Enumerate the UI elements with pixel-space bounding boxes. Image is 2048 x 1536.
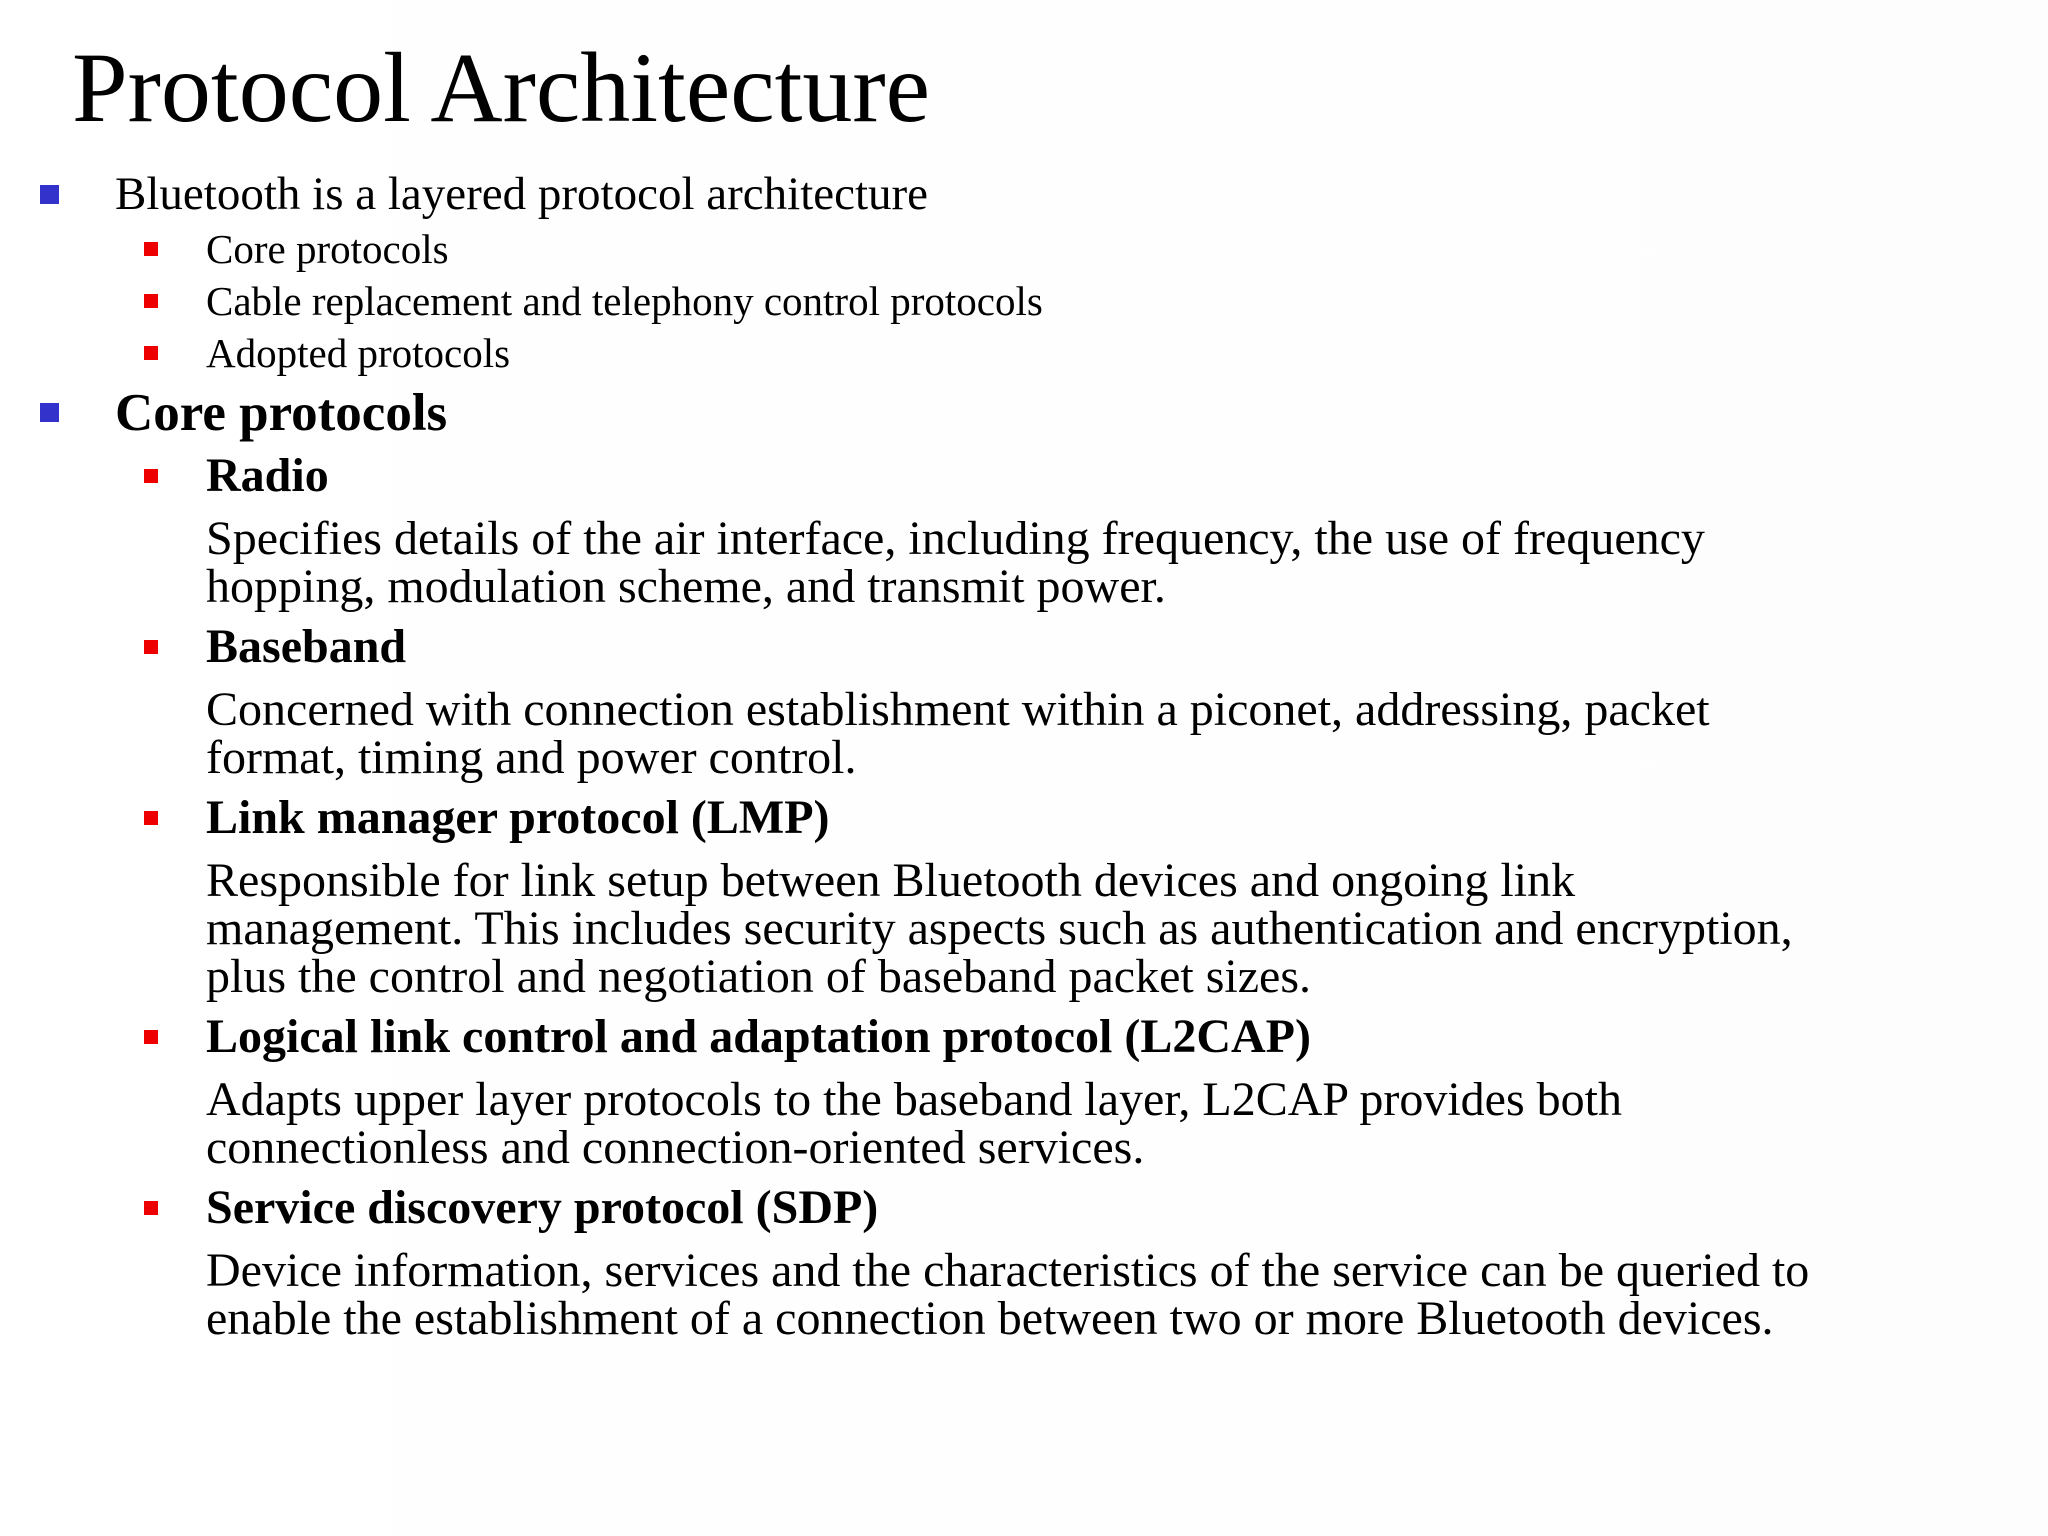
core-heading: Core protocols [115, 384, 448, 442]
core-item-description [206, 1244, 1810, 1345]
red-square-bullet-icon [144, 346, 158, 360]
description-line: Adapts upper layer protocols to the baseband layer, L2CAP provides both [206, 1073, 1622, 1126]
core-item-name: Baseband [206, 620, 407, 673]
description-line: format, timing and power control. [206, 731, 857, 784]
description-line: plus the control and negotiation of baseband packet sizes. [206, 950, 1312, 1003]
core-item-description [206, 512, 1705, 613]
blue-square-bullet-icon [40, 185, 59, 204]
description-line: management. This includes security aspects such as authentication and encryption, [206, 902, 1793, 955]
red-square-bullet-icon [144, 242, 158, 256]
red-square-bullet-icon [144, 1201, 158, 1215]
core-item-name: Link manager protocol (LMP) [206, 791, 830, 844]
description-line: enable the establishment of a connection between two or more Bluetooth devices. [206, 1292, 1774, 1345]
intro-subitem: Core protocols [206, 226, 449, 272]
slide-title: Protocol Architecture [72, 32, 931, 143]
core-item-name: Logical link control and adaptation protocol (L2CAP) [206, 1010, 1311, 1063]
red-square-bullet-icon [144, 294, 158, 308]
description-line: Device information, services and the characteristics of the service can be queried to [206, 1244, 1810, 1297]
description-line: connectionless and connection-oriented services. [206, 1121, 1145, 1174]
blue-square-bullet-icon [40, 403, 59, 422]
red-square-bullet-icon [144, 811, 158, 825]
intro-subitem: Cable replacement and telephony control protocols [206, 278, 1043, 324]
description-line: Specifies details of the air interface, including frequency, the use of frequency [206, 512, 1705, 565]
core-item-name: Radio [206, 449, 329, 502]
red-square-bullet-icon [144, 469, 158, 483]
red-square-bullet-icon [144, 1030, 158, 1044]
description-line: hopping, modulation scheme, and transmit power. [206, 560, 1166, 613]
core-item-name: Service discovery protocol (SDP) [206, 1181, 879, 1234]
core-item-description [206, 854, 1793, 1003]
intro-text: Bluetooth is a layered protocol architecture [115, 168, 929, 220]
intro-subitem: Adopted protocols [206, 330, 511, 376]
red-square-bullet-icon [144, 640, 158, 654]
core-item-description [206, 1073, 1622, 1174]
description-line: Responsible for link setup between Bluetooth devices and ongoing link [206, 854, 1576, 907]
core-item-description [206, 683, 1710, 784]
description-line: Concerned with connection establishment within a piconet, addressing, packet [206, 683, 1710, 736]
